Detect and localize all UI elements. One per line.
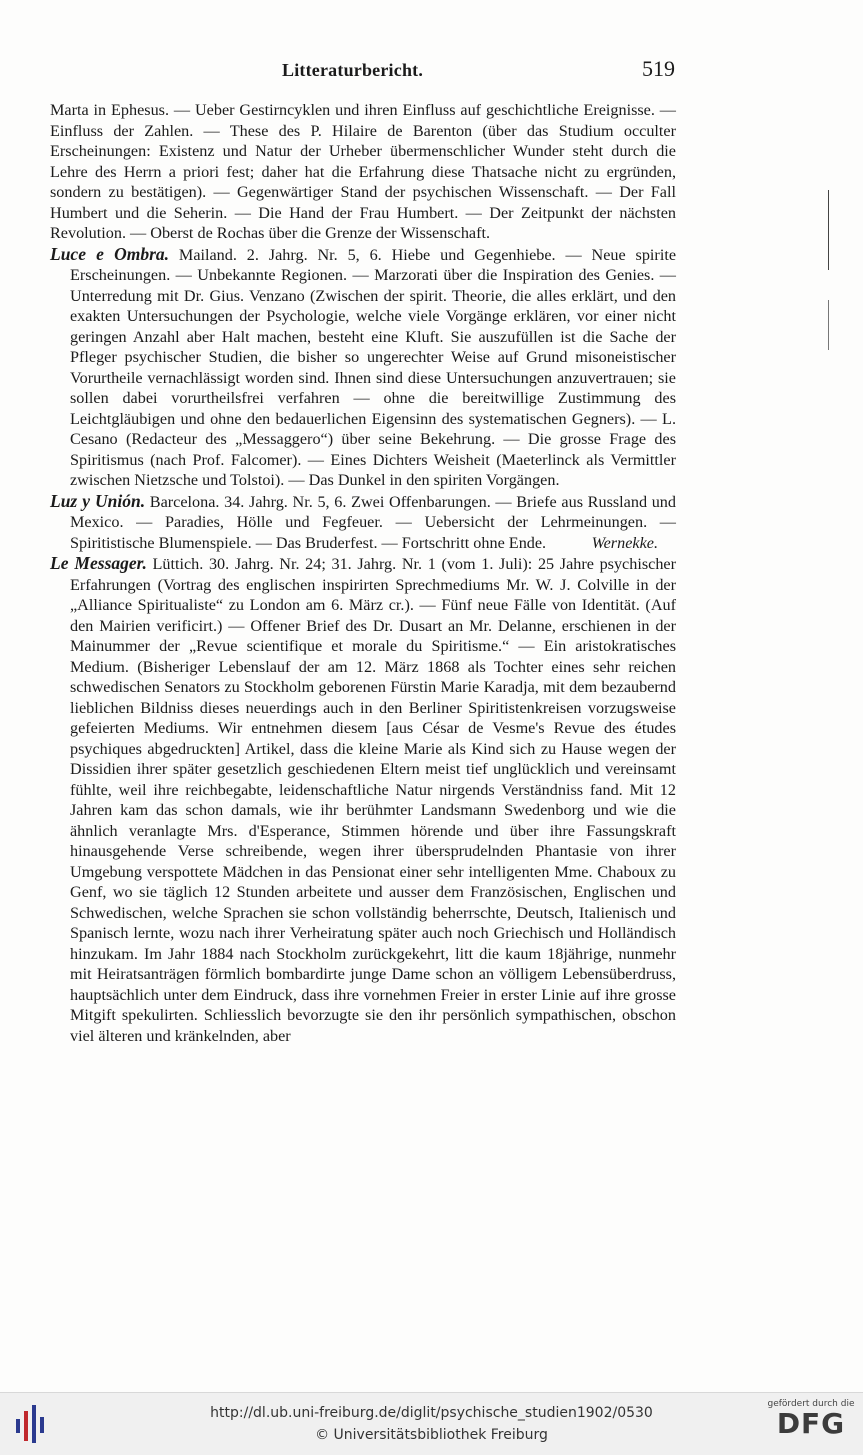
entry-luce-e-ombra xyxy=(50,244,676,491)
page-number: 519 xyxy=(642,56,675,81)
page-header xyxy=(50,56,675,86)
dfg-logo-text: DFG xyxy=(776,1407,846,1440)
entry-text: Barcelona. 34. Jahrg. Nr. 5, 6. Zwei Offenbarungen. — Briefe aus Russland und Mexico. — Paradies, Hölle und Fegfeuer. — Uebersicht der Lehrmeinungen. — Spiritistische Blumenspiele. — Das Bruderfest. — Fortschritt ohne Ende. xyxy=(70,492,676,552)
signature: Wernekke. xyxy=(591,533,658,552)
dfg-logo xyxy=(767,1399,855,1449)
body-text xyxy=(50,100,676,1046)
running-title: Litteraturbericht. xyxy=(282,60,424,80)
entry-luz-y-union xyxy=(50,491,676,554)
dfg-caption: gefördert durch die xyxy=(767,1399,855,1409)
margin-marks xyxy=(820,0,850,1392)
entry-title: Luz y Unión. xyxy=(50,490,146,511)
entry-le-messager xyxy=(50,553,676,1046)
source-url-link[interactable]: http://dl.ub.uni-freiburg.de/diglit/psychische_studien1902/0530 xyxy=(210,1405,653,1421)
entry-title: Luce e Ombra. xyxy=(50,243,170,264)
margin-line xyxy=(828,300,829,350)
entry-text: Lüttich. 30. Jahrg. Nr. 24; 31. Jahrg. Nr. 1 (vom 1. Juli): 25 Jahre psychischer Erfahrungen (Vortrag des englischen inspirirten Sprechmediums Mr. W. J. Colville in der „Alliance Spiritualiste“ zu London am 6. März cr.). — Fünf neue Fälle von Identität. (Auf den Mairien verificirt.) — Offener Brief des Dr. Dusart an Mr. Delanne, erschienen in der Mainummer der „Revue scientifique et morale du Spiritisme.“ — Ein aristokratisches Medium. (Bisheriger Lebenslauf der am 12. März 1868 als Tochter eines sehr reichen schwedischen Senators zu Stockholm geborenen Fürstin Marie Karadja, mit dem bezaubernd lieblichen Bildniss dieses neuerdings auch in den Berliner Spiritistenkreisen vorzugsweise gefeierten Mediums. Wir entnehmen diesem [aus César de Vesme's Revue des études psychiques abgedruckten] Artikel, dass die kleine Marie als Kind sich zu Hause wegen der Dissidien ihrer später gesetzlich geschiedenen Eltern meist tief unglücklich und vereinsamt fühlte, weil ihre reichbegabte, leidenschaftliche Natur nirgends Verständniss fand. Mit 12 Jahren kam das schon damals, wie ihr berühmter Landsmann Swedenborg und wie die ähnlich veranlagte Mrs. d'Esperance, Stimmen hörende und über ihre Fassungskraft hinausgehende Verse schreibende, wegen ihrer übersprudelnden Phantasie von ihrer Umgebung verspottete Mädchen in das Pensionat einer sehr intelligenten Mme. Chaboux zu Genf, wo sie täglich 12 Stunden arbeitete und ausser dem Französischen, Englischen und Schwedischen, welche Sprachen sie schon vollständig beherrschte, Deutsch, Italienisch und Spanisch lernte, wozu nach ihrer Verheiratung später auch noch Griechisch und Holländisch hinzukam. Im Jahr 1884 nach Stockholm zurückgekehrt, litt die kaum 18jährige, nunmehr mit Heiratsanträgen förmlich bombardirte junge Dame schon an völligem Lebensüberdruss, hauptsächlich unter dem Eindruck, dass ihre vornehmen Freier in erster Linie auf ihre grosse Mitgift spekulirten. Schliesslich bevorzugte sie den ihr persönlich sympathischen, obschon viel älteren und kränkelnden, aber xyxy=(70,555,676,1045)
footer-bar xyxy=(0,1392,863,1455)
intro-paragraph: Marta in Ephesus. — Ueber Gestirncyklen und ihren Einfluss auf geschichtliche Ereignisse. — Einfluss der Zahlen. — These des P. Hilaire de Barenton (über das Studium occulter Erscheinungen: Existenz und Natur der Urheber übermenschlicher Wunder steht durch die Lehre des Herrn a priori fest; daher hat die Erfahrung diese Thatsache nicht zu ergründen, sondern zu bestätigen). — Gegenwärtiger Stand der psychischen Wissenschaft. — Der Fall Humbert und die Seherin. — Die Hand der Frau Humbert. — Der Zeitpunkt der nächsten Revolution. — Oberst de Rochas über die Grenze der Wissenschaft. xyxy=(50,101,676,242)
entry-text: Mailand. 2. Jahrg. Nr. 5, 6. Hiebe und Gegenhiebe. — Neue spirite Erscheinungen. — Unbekannte Regionen. — Marzorati über die Inspiration des Genies. — Unterredung mit Dr. Gius. Venzano (Zwischen der spirit. Theorie, die alles erklärt, und den exakten Untersuchungen der Psychologie, welche viele Vorgänge erklären, vor einer nicht geringen Anzahl aber Halt machen, besteht eine Kluft. Sie auszufüllen ist die Sache der Pfleger psychischer Studien, die bisher so ungerechter Weise auf Grund misoneistischer Vorurtheile vernachlässigt worden sind. Ihnen sind diese Untersuchungen anzuvertrauen; sie sollen dabei vorurtheilsfrei verfahren — ohne die bereitwillige Zustimmung des Leichtgläubigen und ohne den bedauerlichen Eigensinn des systematischen Gegners). — L. Cesano (Redacteur des „Messaggero“) über seine Bekehrung. — Die grosse Frage des Spiritismus (nach Prof. Falcomer). — Eines Dichters Weisheit (Maeterlinck als Vermittler zwischen Nietzsche und Tolstoi). — Das Dunkel in den spiriten Vorgängen. xyxy=(70,245,677,489)
margin-line xyxy=(828,190,829,270)
copyright-notice: © Universitätsbibliothek Freiburg xyxy=(315,1427,548,1443)
entry-title: Le Messager. xyxy=(50,553,147,573)
